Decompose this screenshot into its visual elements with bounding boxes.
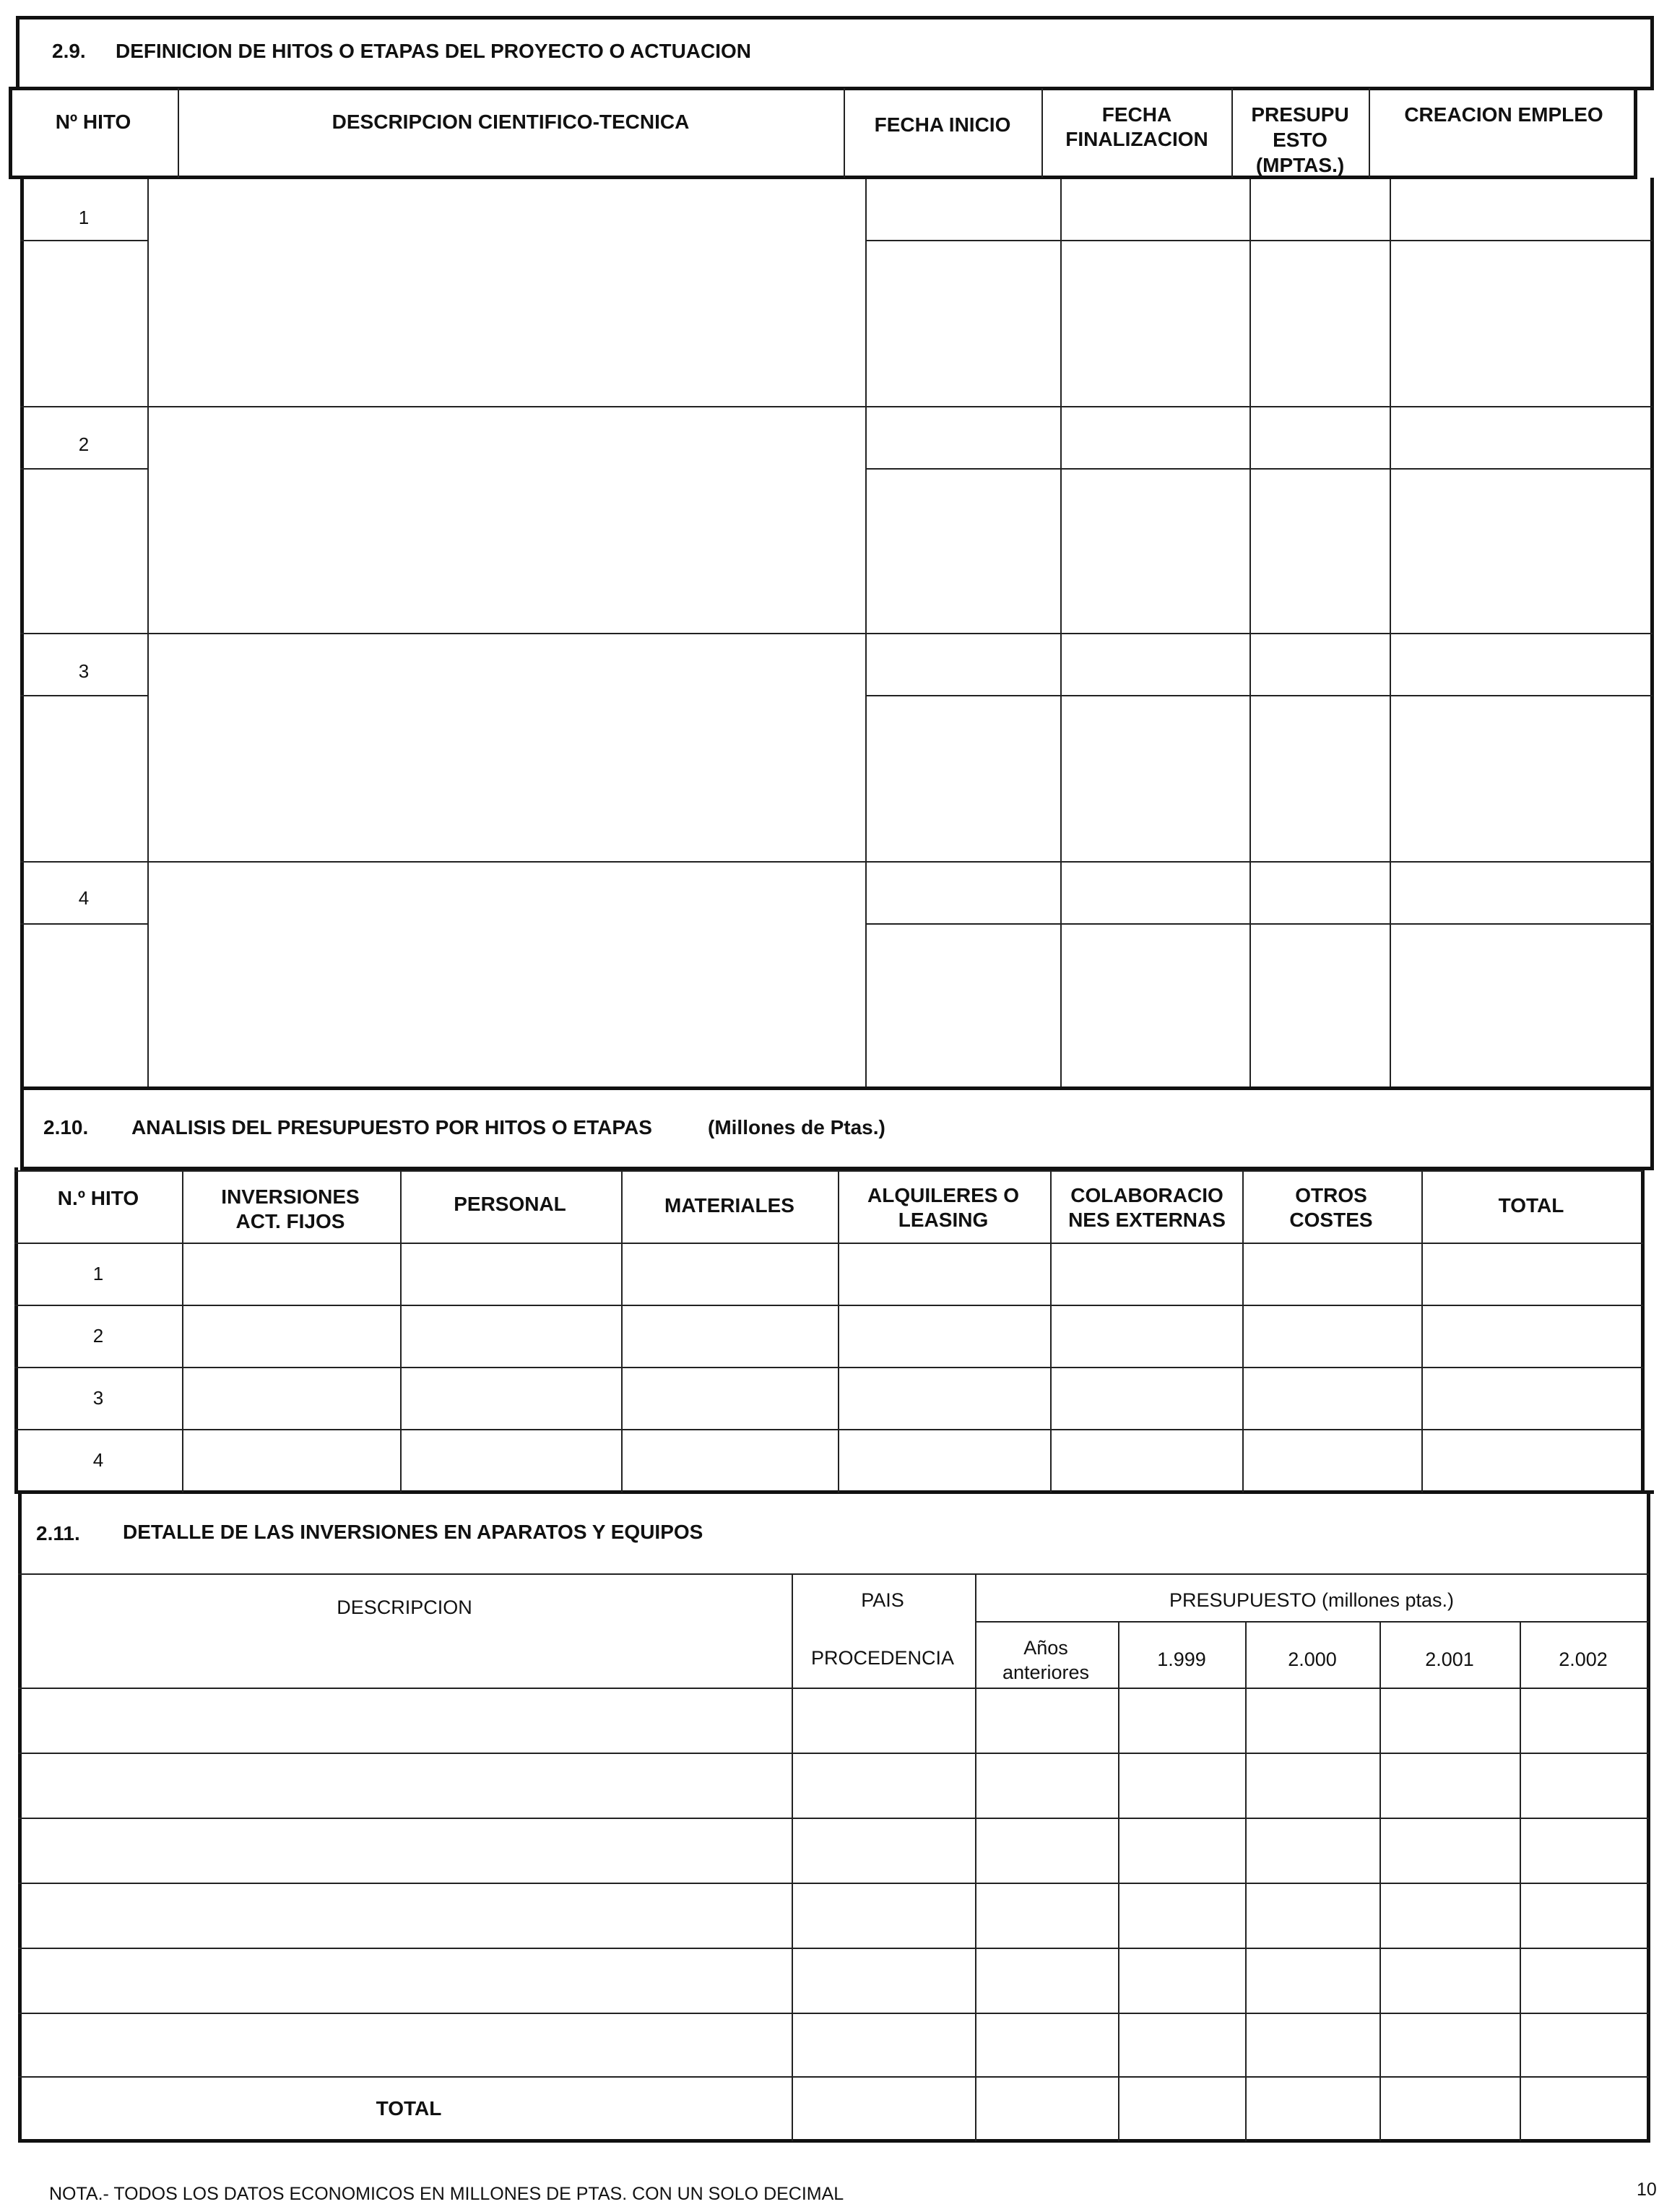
equipos-header-anos-line1: Años xyxy=(1023,1637,1068,1659)
equipos-header-presupuesto: PRESUPUESTO (millones ptas.) xyxy=(1169,1589,1455,1611)
presupuesto-header-alquileres-line2: LEASING xyxy=(898,1209,989,1231)
presupuesto-row-2: 2 xyxy=(92,1325,104,1347)
footer-note: NOTA.- TODOS LOS DATOS ECONOMICOS EN MILLONES DE PTAS. CON UN SOLO DECIMAL xyxy=(49,2184,844,2204)
equipos-header-procedencia: PROCEDENCIA xyxy=(810,1647,955,1669)
presupuesto-row-4: 4 xyxy=(92,1449,104,1471)
hito-row-2: 2 xyxy=(78,433,90,455)
presupuesto-header-n-hito: N.º HITO xyxy=(57,1187,139,1209)
header-presupuesto-line1: PRESUPU xyxy=(1251,103,1349,126)
presupuesto-header-alquileres-line1: ALQUILERES O xyxy=(867,1184,1020,1206)
section-2-11-title: DETALLE DE LAS INVERSIONES EN APARATOS Y EQUIPOS xyxy=(123,1521,703,1543)
presupuesto-header-total: TOTAL xyxy=(1498,1194,1564,1217)
presupuesto-header-colaboraciones-line2: NES EXTERNAS xyxy=(1068,1209,1226,1231)
equipos-header-anos-line2: anteriores xyxy=(1002,1662,1090,1683)
section-2-10-number: 2.10. xyxy=(43,1116,89,1139)
presupuesto-header-materiales: MATERIALES xyxy=(664,1194,794,1217)
equipos-total-label: TOTAL xyxy=(376,2097,442,2120)
section-2-11-number: 2.11. xyxy=(36,1522,80,1544)
hito-row-1: 1 xyxy=(78,207,90,228)
hito-3-descripcion-field[interactable] xyxy=(150,636,864,860)
header-fecha-inicio: FECHA INICIO xyxy=(874,113,1011,136)
hito-1-descripcion-field[interactable] xyxy=(150,181,864,405)
hito-4-descripcion-field[interactable] xyxy=(150,864,864,1088)
header-descripcion-cientifico-tecnica: DESCRIPCION CIENTIFICO-TECNICA xyxy=(332,111,690,133)
page-number: 10 xyxy=(1637,2179,1657,2200)
presupuesto-header-otros-line1: OTROS xyxy=(1295,1184,1367,1206)
presupuesto-header-personal: PERSONAL xyxy=(454,1193,566,1215)
section-2-9-number: 2.9. xyxy=(52,40,86,62)
presupuesto-header-inversiones-line1: INVERSIONES xyxy=(221,1185,360,1208)
hito-row-4: 4 xyxy=(78,887,90,909)
presupuesto-row-1: 1 xyxy=(92,1263,104,1284)
header-presupuesto-line3: (MPTAS.) xyxy=(1255,154,1345,176)
header-fecha-finalizacion-line2: FINALIZACION xyxy=(1065,128,1208,150)
header-fecha-finalizacion-line1: FECHA xyxy=(1101,103,1172,126)
presupuesto-row-3: 3 xyxy=(92,1387,104,1409)
presupuesto-header-otros-line2: COSTES xyxy=(1289,1209,1373,1231)
section-2-10-title-suffix: (Millones de Ptas.) xyxy=(708,1116,885,1139)
hito-row-3: 3 xyxy=(78,660,90,682)
hito-2-descripcion-field[interactable] xyxy=(150,409,864,631)
header-presupuesto-line2: ESTO xyxy=(1273,129,1327,151)
equipos-header-2001: 2.001 xyxy=(1425,1649,1474,1670)
equipos-header-pais: PAIS xyxy=(861,1589,904,1611)
section-2-10-title: ANALISIS DEL PRESUPUESTO POR HITOS O ETAPAS xyxy=(131,1116,652,1139)
equipos-header-2002: 2.002 xyxy=(1559,1649,1608,1670)
hitos-header-row xyxy=(9,87,1637,179)
section-2-9-title: DEFINICION DE HITOS O ETAPAS DEL PROYECTO O ACTUACION xyxy=(116,40,752,62)
equipos-header-descripcion: DESCRIPCION xyxy=(337,1597,472,1618)
equipos-header-1999: 1.999 xyxy=(1157,1649,1206,1670)
equipos-header-2000: 2.000 xyxy=(1288,1649,1337,1670)
header-n-hito: Nº HITO xyxy=(55,111,131,133)
presupuesto-header-inversiones-line2: ACT. FIJOS xyxy=(235,1210,345,1232)
presupuesto-header-colaboraciones-line1: COLABORACIO xyxy=(1070,1184,1223,1206)
header-creacion-empleo: CREACION EMPLEO xyxy=(1404,103,1603,126)
